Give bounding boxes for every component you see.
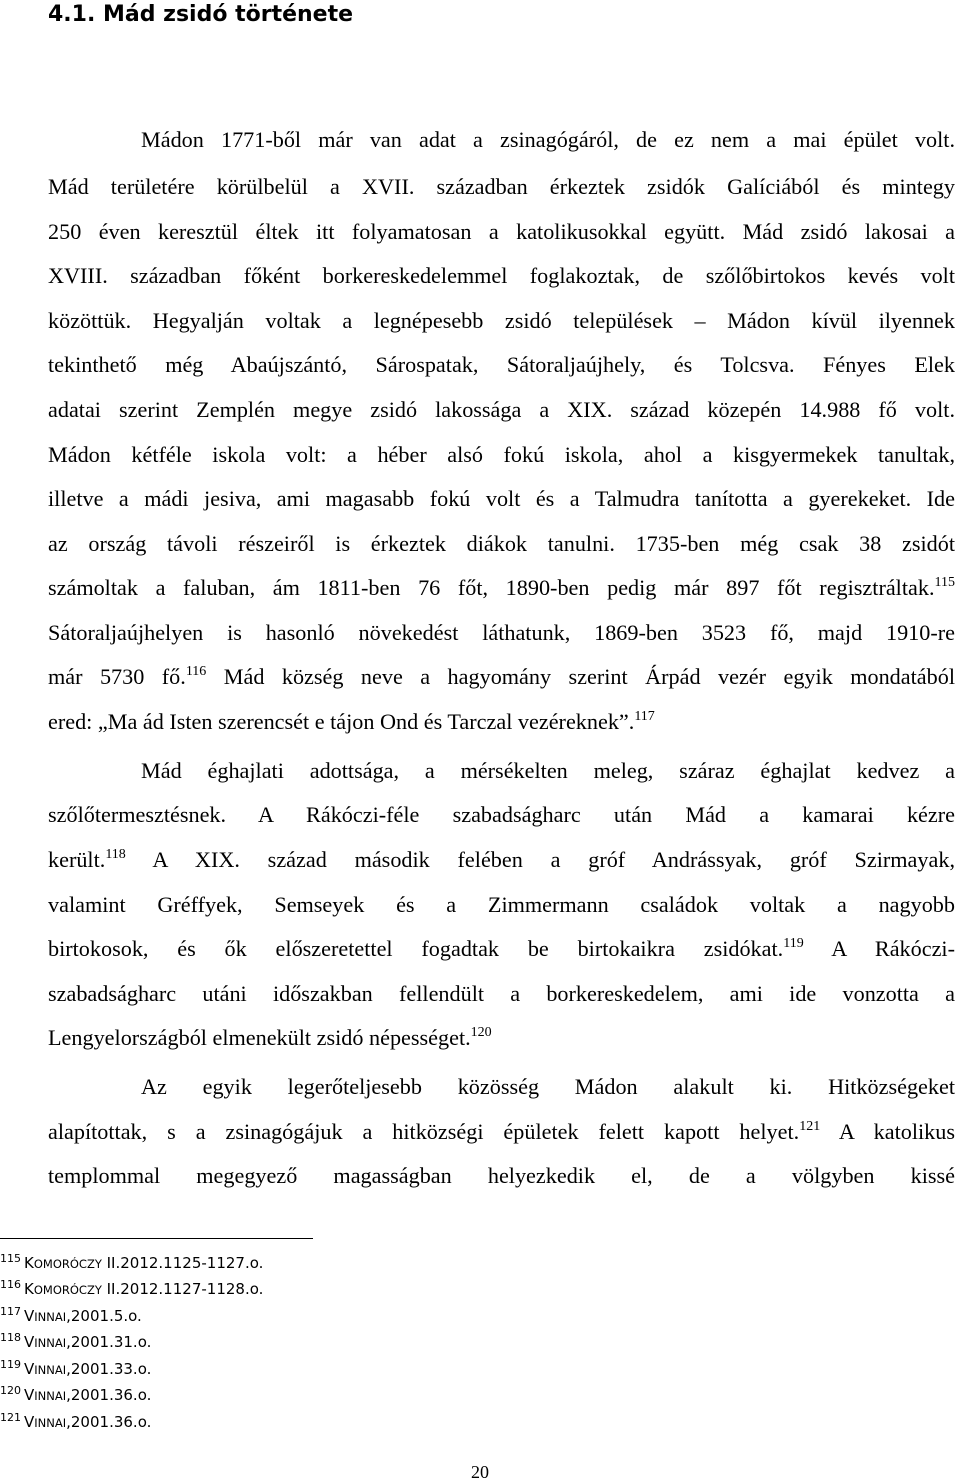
footnote-number: 115 [0, 1252, 21, 1265]
text-line: Sátoraljaújhelyen is hasonló növekedést láthatunk, 1869-ben 3523 fő, majd 1910-re [48, 620, 955, 645]
footnote-ref[interactable]: 119 [783, 936, 804, 951]
footnote-source: ,2001.36.o. [66, 1413, 152, 1431]
footnote-author: VINNAI [24, 1386, 67, 1404]
text-run: A XIX. század második felében a gróf Andrássyak, gróf Szirmayak, [125, 847, 955, 872]
footnote [0, 1333, 151, 1353]
text-line [48, 1118, 955, 1146]
text-line: Mád éghajlati adottsága, a mérsékelten meleg, száraz éghajlat kedvez a [141, 758, 955, 783]
text-line: illetve a mádi jesiva, ami magasabb fokú volt és a Talmudra tanította a gyerekeket. Ide [48, 486, 955, 511]
footnote-source: II.2012.1125-1127.o. [101, 1254, 264, 1272]
footnote-ref[interactable]: 121 [799, 1119, 821, 1134]
text-run: Lengyelországból elmenekült zsidó népességet. [48, 1025, 471, 1050]
footnote-number: 121 [0, 1411, 21, 1424]
footnote-number: 116 [0, 1278, 21, 1291]
footnote-ref[interactable]: 117 [634, 709, 655, 724]
text-line [48, 935, 955, 963]
footnote-number: 117 [0, 1305, 21, 1318]
footnote-number: 120 [0, 1384, 21, 1397]
footnote-ref[interactable]: 115 [934, 575, 955, 590]
text-run: A katolikus [820, 1119, 955, 1144]
text-line: valamint Gréffyek, Semseyek és a Zimmermann családok voltak a nagyobb [48, 892, 955, 917]
text-line: Mád területére körülbelül a XVII. században érkeztek zsidók Galíciából és mintegy [48, 174, 955, 199]
text-line [48, 574, 955, 602]
text-line: Mádon kétféle iskola volt: a héber alsó fokú iskola, ahol a kisgyermekek tanultak, [48, 442, 955, 467]
text-line: adatai szerint Zemplén megye zsidó lakossága a XIX. század közepén 14.988 fő volt. [48, 397, 955, 422]
footnote [0, 1360, 151, 1380]
text-run: birtokosok, és ők előszeretettel fogadtak be birtokaikra zsidókat. [48, 936, 784, 961]
text-line [48, 1024, 955, 1052]
footnote [0, 1307, 142, 1327]
text-line: Mádon 1771-ből már van adat a zsinagógáról, de ez nem a mai épület volt. [141, 127, 955, 152]
text-run: alapítottak, s a zsinagógájuk a hitközségi épületek felett kapott helyet. [48, 1119, 800, 1144]
footnote-number: 119 [0, 1358, 21, 1371]
footnote [0, 1280, 263, 1300]
text-line: 250 éven keresztül éltek itt folyamatosan a katolikusokkal együtt. Mád zsidó lakosai a [48, 219, 955, 244]
text-run: került. [48, 847, 106, 872]
text-run: már 5730 fő. [48, 664, 186, 689]
text-line [48, 708, 955, 736]
text-run: Mád község neve a hagyomány szerint Árpád vezér egyik mondatából [206, 664, 955, 689]
footnote-ref[interactable]: 118 [105, 847, 126, 862]
footnote-author: VINNAI [24, 1307, 67, 1325]
footnote-author: KOMORÓCZY [24, 1254, 102, 1272]
text-line: templommal megegyező magasságban helyezkedik el, de a völgyben kissé [48, 1163, 955, 1188]
text-line: tekinthető még Abaújszántó, Sárospatak, Sátoraljaújhely, és Tolcsva. Fényes Elek [48, 352, 955, 377]
footnote-author: VINNAI [24, 1333, 67, 1351]
footnote-author: VINNAI [24, 1360, 67, 1378]
text-line: XVIII. században főként borkereskedelemmel foglakoztak, de szőlőbirtokos kevés volt [48, 263, 955, 288]
footnote-ref[interactable]: 120 [470, 1025, 492, 1040]
footnote [0, 1386, 151, 1406]
footnote-source: ,2001.36.o. [66, 1386, 152, 1404]
footnote-author: VINNAI [24, 1413, 67, 1431]
text-line: közöttük. Hegyalján voltak a legnépesebb zsidó települések – Mádon kívül ilyennek [48, 308, 955, 333]
footnote-ref[interactable]: 116 [185, 664, 207, 679]
footnote-author: KOMORÓCZY [24, 1280, 102, 1298]
text-line: az ország távoli részeiről is érkeztek diákok tanulni. 1735-ben még csak 38 zsidót [48, 531, 955, 556]
section-heading: 4.1. Mád zsidó története [48, 2, 354, 27]
footnote-source: ,2001.5.o. [66, 1307, 142, 1325]
footnote [0, 1254, 263, 1274]
text-run: ered: „Ma ád Isten szerencsét e tájon Ond és Tarczal vezéreknek”. [48, 709, 635, 734]
text-run: számoltak a faluban, ám 1811-ben 76 főt, 1890-ben pedig már 897 főt regisztráltak. [48, 575, 935, 600]
page-number: 20 [471, 1462, 489, 1482]
text-run: A Rákóczi- [803, 936, 955, 961]
footnote-number: 118 [0, 1331, 21, 1344]
footnote-source: II.2012.1127-1128.o. [101, 1280, 264, 1298]
footnote-source: ,2001.31.o. [66, 1333, 152, 1351]
footnote-separator [0, 1238, 313, 1239]
text-line: Az egyik legerőteljesebb közösség Mádon alakult ki. Hitközségeket [141, 1074, 955, 1099]
text-line: szabadságharc utáni időszakban fellendült a borkereskedelem, ami ide vonzotta a [48, 981, 955, 1006]
text-line [48, 846, 955, 874]
text-line: szőlőtermesztésnek. A Rákóczi-féle szabadságharc után Mád a kamarai kézre [48, 802, 955, 827]
footnote [0, 1413, 151, 1433]
text-line [48, 663, 955, 691]
footnote-source: ,2001.33.o. [66, 1360, 152, 1378]
